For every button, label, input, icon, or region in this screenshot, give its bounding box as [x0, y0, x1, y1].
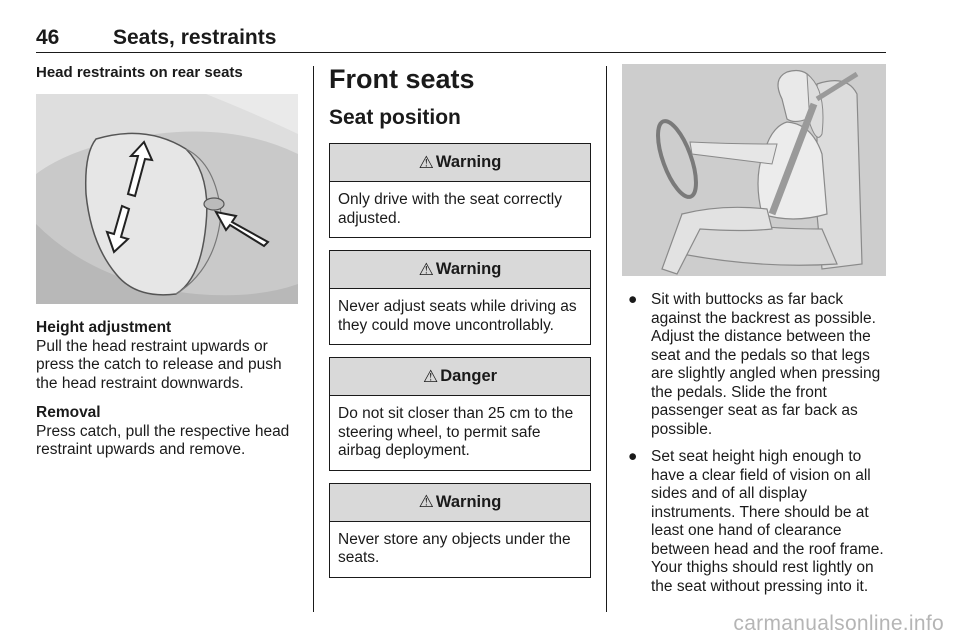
- column-front-seats: [329, 64, 591, 578]
- warning-icon: ⚠: [418, 259, 434, 279]
- watermark: carmanualsonline.info: [733, 612, 944, 635]
- height-adjustment-text: Pull the head restraint upwards or press the catch to release and push the head restraint downwards.: [36, 337, 282, 392]
- bullet-icon: ●: [628, 448, 638, 465]
- warning-label: Warning: [435, 260, 502, 278]
- list-item: [622, 291, 886, 439]
- warning-box-header: [330, 484, 590, 522]
- column-divider: [606, 66, 607, 612]
- warning-text: Never store any objects under the seats.: [338, 530, 571, 566]
- warning-label: Warning: [435, 153, 502, 171]
- danger-box-header: [330, 358, 590, 396]
- column-head-restraints: [36, 64, 298, 460]
- warning-icon: ⚠: [422, 366, 439, 386]
- head-restraint-illustration: [36, 94, 298, 304]
- warning-text: Only drive with the seat correctly adjusted.: [338, 191, 562, 227]
- warning-box-header: [330, 251, 590, 289]
- warning-label: Warning: [435, 492, 502, 511]
- front-seats-title: Front seats: [329, 64, 475, 94]
- column-divider: [313, 66, 314, 612]
- head-restraints-title: Head restraints on rear seats: [36, 64, 243, 81]
- warning-box: [329, 483, 591, 578]
- warning-icon: ⚠: [418, 492, 434, 511]
- warning-box: [329, 143, 591, 238]
- bullet-icon: ●: [628, 291, 638, 308]
- danger-text: Do not sit closer than 25 cm to the steering wheel, to permit safe airbag deployment.: [338, 405, 574, 459]
- seat-instructions-list: [622, 291, 886, 596]
- danger-box: [329, 357, 591, 471]
- seat-position-title: Seat position: [329, 106, 461, 129]
- danger-label: Danger: [440, 367, 498, 385]
- warning-text: Never adjust seats while driving as they could move uncontrollably.: [338, 298, 577, 334]
- column-seat-instructions: [622, 64, 886, 596]
- list-item-text: Sit with buttocks as far back against the backrest as possible. Adjust the distance between the seat and the pedals so that legs are slightly angled when pressing the pedals. Slide the front passenger seat as far back as possible.: [651, 291, 881, 438]
- page-header: [36, 26, 886, 53]
- removal-heading: Removal: [36, 404, 101, 421]
- removal-text: Press catch, pull the respective head restraint upwards and remove.: [36, 422, 290, 458]
- page-number: 46: [36, 26, 60, 49]
- warning-box: [329, 250, 591, 345]
- height-adjustment-heading: Height adjustment: [36, 319, 172, 336]
- driver-seating-illustration: [622, 64, 886, 276]
- warning-box-header: [330, 144, 590, 182]
- section-title: Seats, restraints: [113, 26, 277, 49]
- list-item: [622, 448, 886, 596]
- warning-icon: ⚠: [418, 152, 434, 172]
- list-item-text: Set seat height high enough to have a clear field of vision on all sides and of all display instruments. There should be at least one hand of clearance between head and the roof frame. Your thighs should rest lightly on the seat without pressing into it.: [651, 448, 884, 595]
